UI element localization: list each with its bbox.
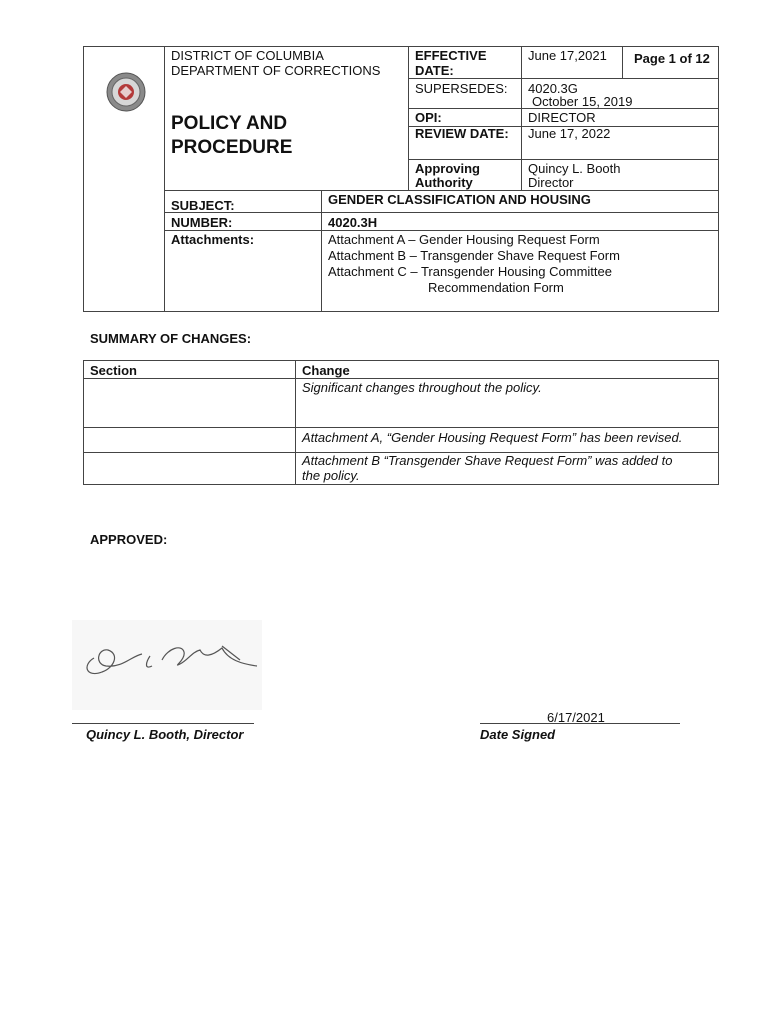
- subject-value: GENDER CLASSIFICATION AND HOUSING: [328, 192, 591, 207]
- attachment-item: Attachment A – Gender Housing Request Form: [328, 232, 600, 247]
- change-row-text: the policy.: [302, 468, 360, 483]
- attachment-item: Attachment C – Transgender Housing Committee: [328, 264, 612, 279]
- review-date-label: REVIEW DATE:: [415, 126, 509, 141]
- signer-name: Quincy L. Booth, Director: [86, 727, 244, 742]
- opi-value: DIRECTOR: [528, 110, 596, 125]
- subject-label: SUBJECT:: [171, 198, 235, 213]
- change-row-text: Significant changes throughout the policy.: [302, 380, 542, 395]
- approving-value-2: Director: [528, 175, 574, 190]
- review-date-value: June 17, 2022: [528, 126, 611, 141]
- approving-label-2: Authority: [415, 175, 473, 190]
- attachment-item: Recommendation Form: [428, 280, 564, 295]
- agency-seal-icon: [106, 72, 146, 112]
- approved-label: APPROVED:: [90, 532, 168, 547]
- supersedes-value-1: 4020.3G: [528, 81, 578, 96]
- effective-date-value: June 17,2021: [528, 48, 607, 63]
- attachment-item: Attachment B – Transgender Shave Request Form: [328, 248, 620, 263]
- agency-line-2: DEPARTMENT OF CORRECTIONS: [171, 63, 381, 78]
- effective-label-1: EFFECTIVE: [415, 48, 487, 63]
- effective-label-2: DATE:: [415, 63, 454, 78]
- summary-title: SUMMARY OF CHANGES:: [90, 331, 252, 346]
- doc-type-line-2: PROCEDURE: [171, 137, 293, 158]
- date-signed-label: Date Signed: [480, 727, 556, 742]
- date-signed-value: 6/17/2021: [547, 710, 605, 725]
- attachments-label: Attachments:: [171, 232, 255, 247]
- supersedes-value-2: October 15, 2019: [532, 94, 633, 109]
- supersedes-label: SUPERSEDES:: [415, 81, 508, 96]
- change-row-text: Attachment A, “Gender Housing Request Form” has been revised.: [302, 430, 683, 445]
- page-number: Page 1 of 12: [634, 51, 710, 66]
- column-header-change: Change: [302, 363, 350, 378]
- change-row-text: Attachment B “Transgender Shave Request Form” was added to: [302, 453, 673, 468]
- number-value: 4020.3H: [328, 215, 378, 230]
- agency-line-1: DISTRICT OF COLUMBIA: [171, 48, 324, 63]
- doc-type-line-1: POLICY AND: [171, 113, 288, 134]
- approving-value-1: Quincy L. Booth: [528, 161, 621, 176]
- approving-label-1: Approving: [415, 161, 480, 176]
- opi-label: OPI:: [415, 110, 442, 125]
- column-header-section: Section: [90, 363, 137, 378]
- signature-image: [72, 620, 262, 710]
- number-label: NUMBER:: [171, 215, 233, 230]
